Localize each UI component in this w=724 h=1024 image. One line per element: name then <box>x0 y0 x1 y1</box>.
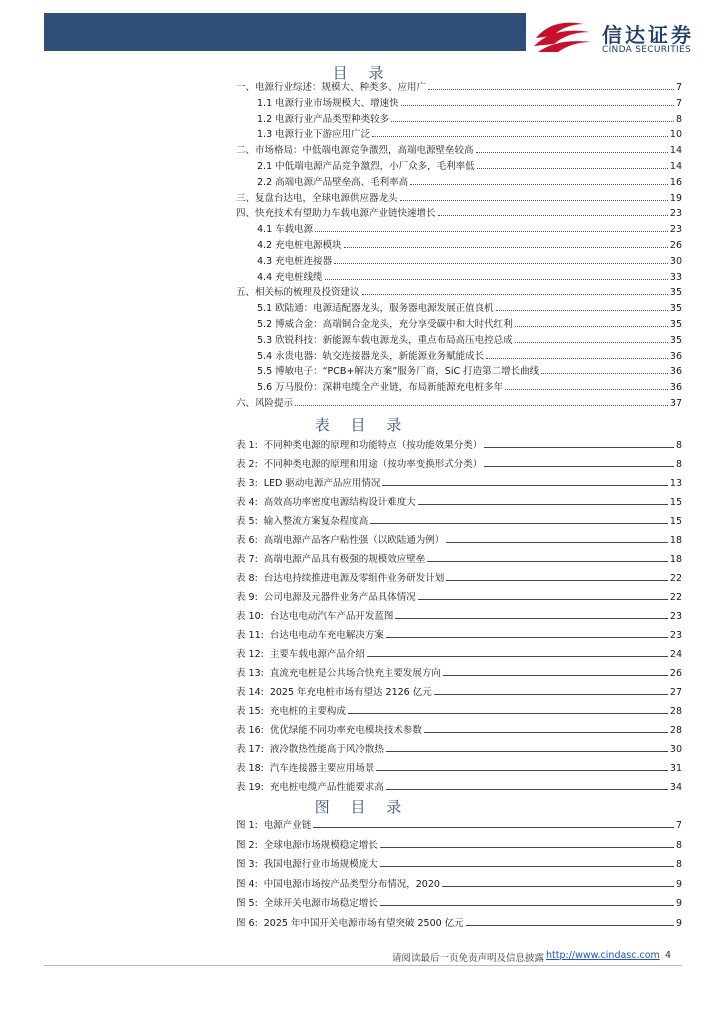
toc-item[interactable] <box>236 285 682 301</box>
table-item[interactable] <box>236 475 682 493</box>
table-item-label: 表 7: <box>236 554 258 565</box>
leader-dots <box>515 317 668 327</box>
toc-subitem[interactable] <box>257 270 682 286</box>
table-item-page: 13 <box>669 478 682 489</box>
toc-item[interactable] <box>236 396 682 412</box>
toc-item-page: 35 <box>669 319 682 330</box>
figure-item-text: 2025 年中国开关电源市场有望突破 2500 亿元 <box>263 917 464 929</box>
figure-item-label: 图 2: <box>236 839 258 851</box>
table-item-page: 8 <box>675 440 682 451</box>
leader-dots <box>344 238 668 248</box>
toc-item[interactable] <box>236 80 682 96</box>
table-item-text: 直流充电桩是公共场合快充主要发展方向 <box>269 668 441 679</box>
table-item-label: 表 4: <box>236 497 258 508</box>
table-item[interactable] <box>236 684 682 702</box>
toc-subitem[interactable] <box>257 238 682 254</box>
table-item[interactable] <box>236 532 682 550</box>
cinda-logo-icon <box>532 16 594 56</box>
figure-item-label: 图 5: <box>236 898 258 909</box>
table-item[interactable] <box>236 779 682 797</box>
table-item-text: 高端电源产品客户粘性强（以欧陆通为例） <box>263 535 445 546</box>
toc-item-text: 4.2 充电桩电源模块 <box>257 240 342 251</box>
toc-item-text: 4.1 车载电源 <box>257 224 314 236</box>
toc-subitem[interactable] <box>257 349 682 365</box>
toc-item-text: 六、风险提示 <box>236 398 294 409</box>
toc-item-text: 三、复盘台达电，全球电源供应器龙头 <box>236 192 398 204</box>
table-item-label: 表 6: <box>236 535 258 546</box>
table-item-page: 27 <box>669 687 682 698</box>
toc-item-page: 33 <box>669 271 682 283</box>
toc-subitem[interactable] <box>257 301 682 317</box>
figure-item-text: 全球开关电源市场稳定增长 <box>263 898 378 909</box>
leader-dots <box>325 270 668 280</box>
figure-item-text: 电源产业链 <box>263 820 312 831</box>
toc-item[interactable] <box>236 191 682 207</box>
table-item-page: 23 <box>669 611 682 622</box>
leader-line <box>466 915 674 926</box>
table-item-text: 高端电源产品具有极强的规模效应壁垒 <box>263 554 426 565</box>
leader-line <box>348 703 668 714</box>
toc-item-page: 36 <box>669 382 682 394</box>
leader-dots <box>541 364 668 374</box>
leader-dots <box>477 159 668 169</box>
leader-line <box>418 494 668 505</box>
toc-item-page: 35 <box>669 303 682 315</box>
leader-line <box>442 876 674 887</box>
figure-item-page: 9 <box>675 898 682 909</box>
toc-subitem[interactable] <box>257 159 682 175</box>
table-item[interactable] <box>236 722 682 740</box>
table-item-page: 8 <box>675 459 682 470</box>
toc-item-text: 一、电源行业综述：规模大、种类多、应用广 <box>236 82 427 93</box>
table-item-label: 表 19: <box>236 782 264 793</box>
toc-item-page: 37 <box>669 398 682 409</box>
table-item-page: 22 <box>669 573 682 584</box>
table-item-page: 31 <box>669 763 682 774</box>
table-item-label: 表 16: <box>236 725 264 736</box>
figure-item[interactable] <box>236 856 682 874</box>
toc-item-text: 1.1 电源行业市场规模大、增速快 <box>257 97 399 109</box>
leader-line <box>446 570 668 581</box>
toc-item-text: 5.3 欣锐科技：新能源车载电源龙头，重点布局高压电控总成 <box>257 334 513 346</box>
leader-line <box>370 513 668 524</box>
table-item-text: 主要车载电源产品介绍 <box>269 649 365 660</box>
leader-line <box>484 437 674 448</box>
table-item-text: LED 驱动电源产品应用情况 <box>263 478 381 489</box>
table-item-label: 表 18: <box>236 763 264 774</box>
leader-dots <box>515 333 668 343</box>
table-item[interactable] <box>236 589 682 607</box>
table-item-text: 优优绿能不同功率充电模块技术参数 <box>269 725 422 736</box>
toc-item-text: 四、快充技术有望助力车载电源产业链快速增长 <box>236 208 436 220</box>
brand-name-cn: 信达证券 <box>602 23 694 47</box>
table-item[interactable] <box>236 513 682 531</box>
leader-line <box>376 760 668 771</box>
table-item-page: 28 <box>669 725 682 736</box>
figure-item-page: 8 <box>675 859 682 870</box>
footer-url-link[interactable]: http://www.cindasc.com <box>546 950 660 961</box>
figure-item[interactable] <box>236 837 682 855</box>
brand-name-en: CINDA SECURITIES <box>602 45 691 55</box>
leader-line <box>380 837 674 848</box>
table-item-text: 公司电源及元器件业务产品具体情况 <box>263 592 416 603</box>
figure-item[interactable] <box>236 876 682 894</box>
toc-subitem[interactable] <box>257 96 682 112</box>
toc-item-text: 5.4 永贵电器：轨交连接器龙头，新能源业务赋能成长 <box>257 350 485 362</box>
toc-item-text: 二、市场格局：中低端电源竞争激烈，高端电源壁垒较高 <box>236 145 474 157</box>
toc-subitem[interactable] <box>257 364 682 380</box>
table-item-text: 充电桩电缆产品性能要求高 <box>269 782 384 793</box>
table-item-label: 表 5: <box>236 516 258 527</box>
toc-item-page: 35 <box>669 334 682 346</box>
toc-item-page: 19 <box>669 192 682 204</box>
leader-dots <box>372 127 668 137</box>
table-item-page: 18 <box>669 535 682 546</box>
toc-item-text: 2.2 高端电源产品壁垒高、毛利率高 <box>257 176 409 188</box>
table-item-label: 表 13: <box>236 668 264 679</box>
toc-subitem[interactable] <box>257 175 682 191</box>
table-item[interactable] <box>236 551 682 569</box>
toc-item-text: 5.2 博威合金：高端铜合金龙头，充分享受碳中和大时代红利 <box>257 319 513 330</box>
leader-line <box>382 475 668 486</box>
footer-page-number: 4 <box>665 950 672 961</box>
table-item-text: 台达电电动汽车产品开发蓝图 <box>269 611 394 622</box>
leader-dots <box>410 175 668 185</box>
table-item-page: 23 <box>669 630 682 641</box>
footer-disclaimer: 请阅读最后一页免责声明及信息披露 <box>391 953 544 964</box>
toc-title: 目 录 <box>332 64 392 82</box>
leader-line <box>313 817 674 828</box>
figure-item[interactable] <box>236 817 682 835</box>
toc-item-page: 8 <box>675 113 682 125</box>
leader-line <box>386 779 668 790</box>
header-bar <box>44 13 526 51</box>
cinda-logo <box>532 16 722 56</box>
toc-item[interactable] <box>236 206 682 222</box>
toc-item-page: 36 <box>669 366 682 378</box>
toc-subitem[interactable] <box>257 317 682 333</box>
table-item-text: 输入整流方案复杂程度高 <box>263 516 369 527</box>
toc-item-page: 26 <box>669 240 682 251</box>
toc-subitem[interactable] <box>257 380 682 396</box>
table-item-page: 28 <box>669 706 682 717</box>
figure-item-label: 图 1: <box>236 820 258 831</box>
table-item-text: 液冷散热性能高于风冷散热 <box>269 744 384 755</box>
figure-item-text: 中国电源市场按产品类型分布情况，2020 <box>263 878 440 890</box>
figure-item-page: 9 <box>675 878 682 890</box>
toc-item-text: 5.1 欧陆通：电源适配器龙头，服务器电源发展正值良机 <box>257 303 494 315</box>
table-item-page: 22 <box>669 592 682 603</box>
table-item-page: 15 <box>669 497 682 508</box>
figure-item-page: 8 <box>675 839 682 851</box>
tables-title: 表 目 录 <box>314 416 410 434</box>
figure-item-label: 图 3: <box>236 859 258 870</box>
leader-dots <box>486 349 668 359</box>
leader-line <box>380 895 674 906</box>
leader-line <box>427 551 668 562</box>
toc-item-page: 16 <box>669 176 682 188</box>
toc-item-page: 14 <box>669 161 682 172</box>
table-item-label: 表 1: <box>236 440 258 451</box>
toc-subitem[interactable] <box>257 112 682 128</box>
table-item-label: 表 15: <box>236 706 264 717</box>
leader-line <box>367 646 668 657</box>
table-item-text: 汽车连接器主要应用场景 <box>269 763 375 774</box>
table-item-label: 表 8: <box>236 573 258 584</box>
figure-item-label: 图 6: <box>236 917 258 929</box>
leader-line <box>434 684 668 695</box>
toc-item-page: 23 <box>669 208 682 220</box>
footer-rule <box>44 965 682 966</box>
table-item-label: 表 14: <box>236 687 264 698</box>
leader-dots <box>400 191 668 201</box>
table-item[interactable] <box>236 703 682 721</box>
table-item-page: 18 <box>669 554 682 565</box>
table-item-text: 台达电持续推进电源及零组件业务研发计划 <box>263 573 445 584</box>
leader-dots <box>401 96 674 106</box>
table-item-text: 高效高功率密度电源结构设计难度大 <box>263 497 416 508</box>
leader-dots <box>315 222 668 232</box>
toc-item-text: 五、相关标的梳理及投资建议 <box>236 287 360 299</box>
leader-line <box>443 665 668 676</box>
table-item-page: 34 <box>669 782 682 793</box>
table-item[interactable] <box>236 456 682 474</box>
leader-line <box>386 627 668 638</box>
toc-item-page: 7 <box>675 97 682 109</box>
leader-dots <box>428 80 674 90</box>
table-item-label: 表 10: <box>236 611 264 622</box>
figure-item-page: 9 <box>675 917 682 929</box>
toc-item-text: 1.3 电源行业下游应用广泛 <box>257 129 371 141</box>
leader-line <box>418 589 668 600</box>
table-item-label: 表 17: <box>236 744 264 755</box>
table-item[interactable] <box>236 646 682 664</box>
leader-line <box>380 856 674 867</box>
figure-item-label: 图 4: <box>236 878 258 890</box>
leader-dots <box>438 206 668 216</box>
figure-item-page: 7 <box>675 820 682 831</box>
toc-item-text: 5.6 万马股份：深耕电缆全产业链，布局新能源充电桩多年 <box>257 382 504 394</box>
leader-line <box>386 741 668 752</box>
toc-item-text: 1.2 电源行业产品类型种类较多 <box>257 113 390 125</box>
figure-item-text: 全球电源市场规模稳定增长 <box>263 839 378 851</box>
table-item[interactable] <box>236 760 682 778</box>
toc-item-text: 4.3 充电桩连接器 <box>257 255 333 267</box>
toc-subitem[interactable] <box>257 222 682 238</box>
table-item-text: 2025 年充电桩市场有望达 2126 亿元 <box>269 687 432 698</box>
leader-dots <box>334 254 668 264</box>
leader-dots <box>362 285 668 295</box>
toc-subitem[interactable] <box>257 333 682 349</box>
table-item-label: 表 11: <box>236 630 264 641</box>
figure-item-text: 我国电源行业市场规模庞大 <box>263 859 378 870</box>
toc-subitem[interactable] <box>257 127 682 143</box>
table-item[interactable] <box>236 570 682 588</box>
leader-dots <box>295 396 668 406</box>
table-item[interactable] <box>236 627 682 645</box>
table-item-page: 30 <box>669 744 682 755</box>
table-item-label: 表 3: <box>236 478 258 489</box>
table-item[interactable] <box>236 665 682 683</box>
leader-line <box>395 608 668 619</box>
toc-item-page: 7 <box>675 82 682 93</box>
table-item-label: 表 12: <box>236 649 264 660</box>
leader-dots <box>505 380 668 390</box>
table-item-label: 表 9: <box>236 592 258 603</box>
figures-title: 图 目 录 <box>314 798 410 816</box>
toc-item-page: 30 <box>669 255 682 267</box>
leader-dots <box>496 301 668 311</box>
toc-item-page: 35 <box>669 287 682 299</box>
toc-item-page: 23 <box>669 224 682 236</box>
table-item-page: 26 <box>669 668 682 679</box>
table-item-page: 15 <box>669 516 682 527</box>
toc-item-page: 10 <box>669 129 682 141</box>
table-item[interactable] <box>236 741 682 759</box>
figure-item[interactable] <box>236 895 682 913</box>
footer <box>0 950 724 966</box>
table-item-text: 不同种类电源的原理和用途（按功率变换形式分类） <box>263 459 483 470</box>
table-item-page: 24 <box>669 649 682 660</box>
toc-item-text: 5.5 博敏电子：“PCB+解决方案”服务厂商，SiC 打造第二增长曲线 <box>257 366 540 378</box>
toc-item-text: 2.1 中低端电源产品竞争激烈，小厂众多，毛利率低 <box>257 161 475 172</box>
leader-line <box>424 722 668 733</box>
toc-subitem[interactable] <box>257 254 682 270</box>
leader-line <box>446 532 668 543</box>
table-item-label: 表 2: <box>236 459 258 470</box>
toc-item-page: 14 <box>669 145 682 157</box>
toc-item[interactable] <box>236 143 682 159</box>
leader-dots <box>391 112 674 122</box>
table-item[interactable] <box>236 437 682 455</box>
leader-dots <box>476 143 668 153</box>
table-item[interactable] <box>236 494 682 512</box>
table-item[interactable] <box>236 608 682 626</box>
table-item-text: 充电桩的主要构成 <box>269 706 346 717</box>
toc-item-text: 4.4 充电桩线缆 <box>257 271 323 283</box>
toc-item-page: 36 <box>669 350 682 362</box>
table-item-text: 台达电电动车充电解决方案 <box>269 630 384 641</box>
table-item-text: 不同种类电源的原理和功能特点（按功能效果分类） <box>263 440 483 451</box>
figure-item[interactable] <box>236 915 682 933</box>
leader-line <box>484 456 674 467</box>
